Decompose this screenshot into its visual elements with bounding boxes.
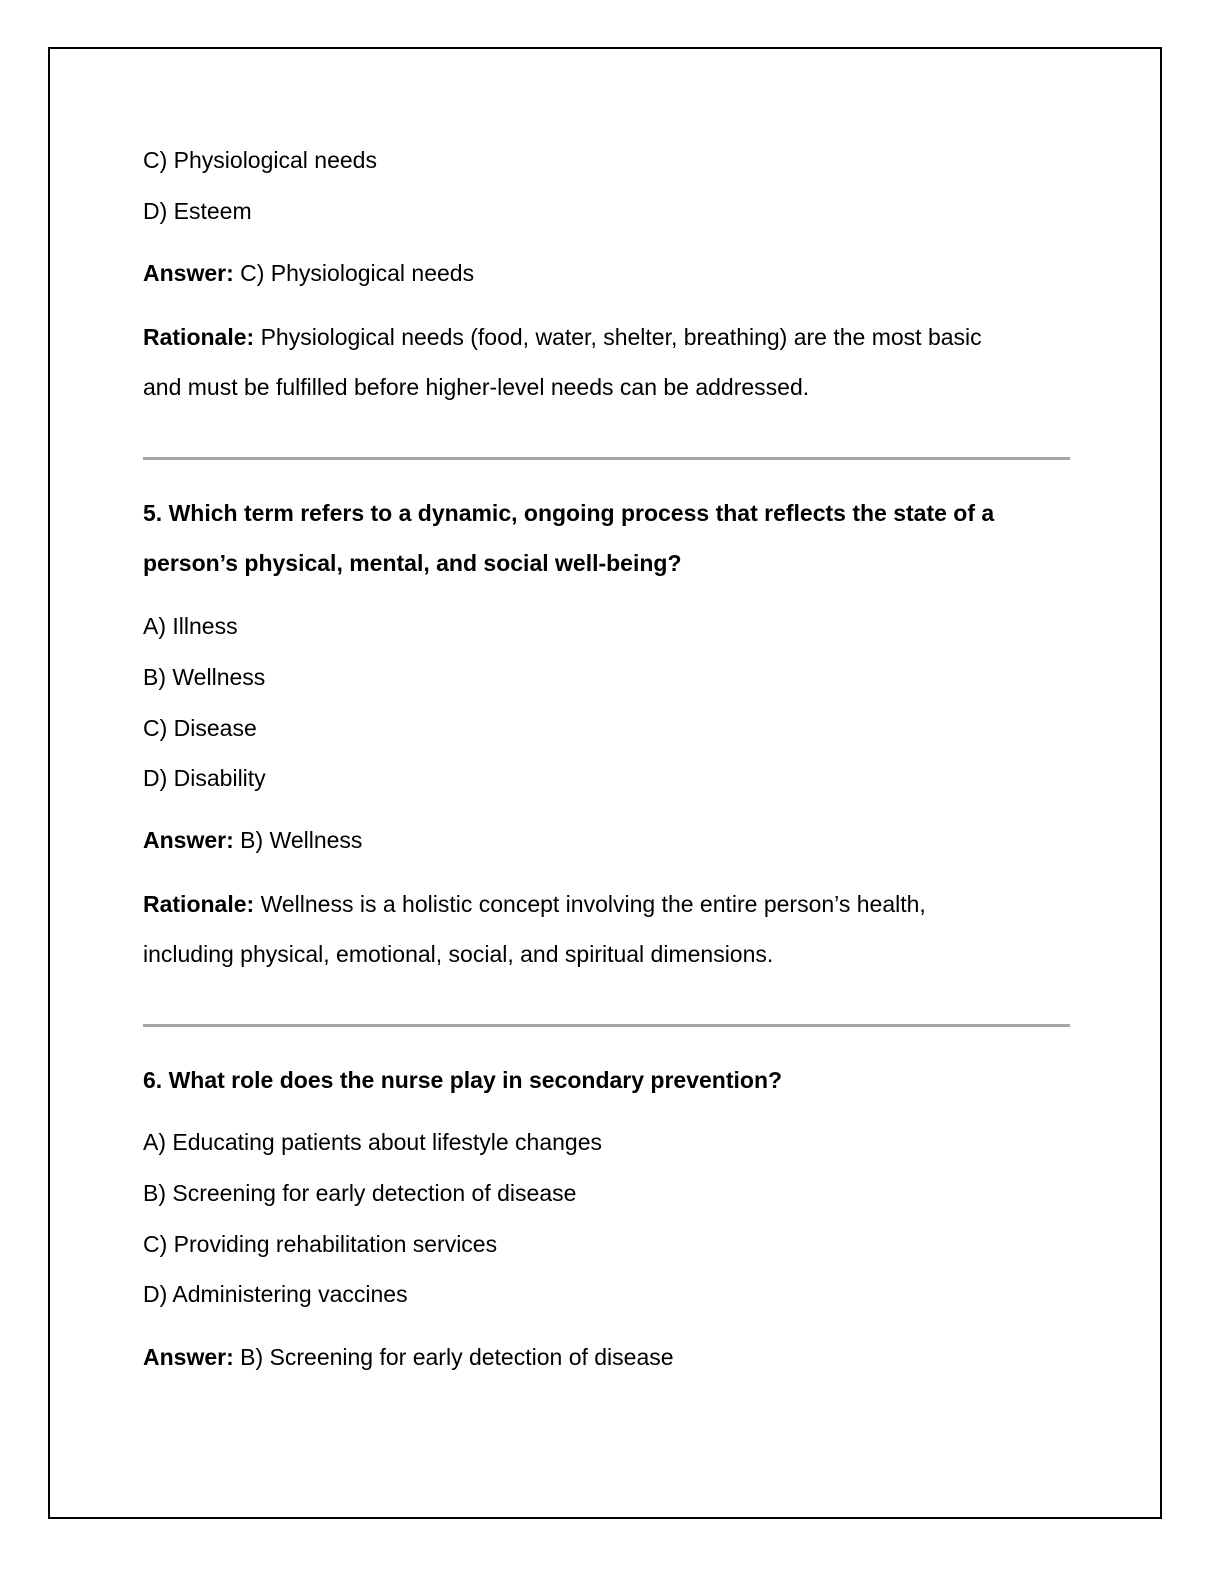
- q4-rationale-line-1: [143, 322, 982, 352]
- rationale-label: Rationale:: [143, 324, 255, 350]
- answer-label: Answer:: [143, 827, 234, 853]
- rationale-text: Physiological needs (food, water, shelter, breathing) are the most basic: [254, 324, 982, 350]
- q5-answer: [143, 825, 362, 855]
- q6-option-c: C) Providing rehabilitation services: [143, 1231, 498, 1257]
- answer-text: B) Wellness: [233, 827, 363, 853]
- rationale-text: Wellness is a holistic concept involving the entire person’s health,: [254, 891, 926, 917]
- q5-rationale-line-2: including physical, emotional, social, and spiritual dimensions.: [143, 941, 774, 967]
- q5-rationale-line-1: [143, 889, 926, 919]
- answer-label: Answer:: [143, 1344, 234, 1370]
- q4-answer: [143, 258, 474, 288]
- section-divider: [143, 457, 1070, 460]
- q6-answer: [143, 1342, 674, 1372]
- answer-label: Answer:: [143, 260, 234, 286]
- q5-question-line-2: person’s physical, mental, and social well-being?: [143, 550, 682, 576]
- q4-option-d: D) Esteem: [143, 198, 252, 224]
- q5-option-d: D) Disability: [143, 765, 266, 791]
- section-divider: [143, 1024, 1070, 1027]
- q6-question: 6. What role does the nurse play in secondary prevention?: [143, 1067, 783, 1093]
- q5-option-c: C) Disease: [143, 715, 257, 741]
- q6-option-d: D) Administering vaccines: [143, 1281, 408, 1307]
- q4-rationale-line-2: and must be fulfilled before higher-level needs can be addressed.: [143, 374, 810, 400]
- q6-option-a: A) Educating patients about lifestyle changes: [143, 1129, 603, 1155]
- q4-option-c: C) Physiological needs: [143, 147, 377, 173]
- q5-option-b: B) Wellness: [143, 664, 266, 690]
- q5-option-a: A) Illness: [143, 613, 238, 639]
- q6-option-b: B) Screening for early detection of disease: [143, 1180, 577, 1206]
- q5-question-line-1: 5. Which term refers to a dynamic, ongoing process that reflects the state of a: [143, 500, 995, 526]
- rationale-label: Rationale:: [143, 891, 255, 917]
- answer-text: B) Screening for early detection of disease: [233, 1344, 674, 1370]
- answer-text: C) Physiological needs: [233, 260, 475, 286]
